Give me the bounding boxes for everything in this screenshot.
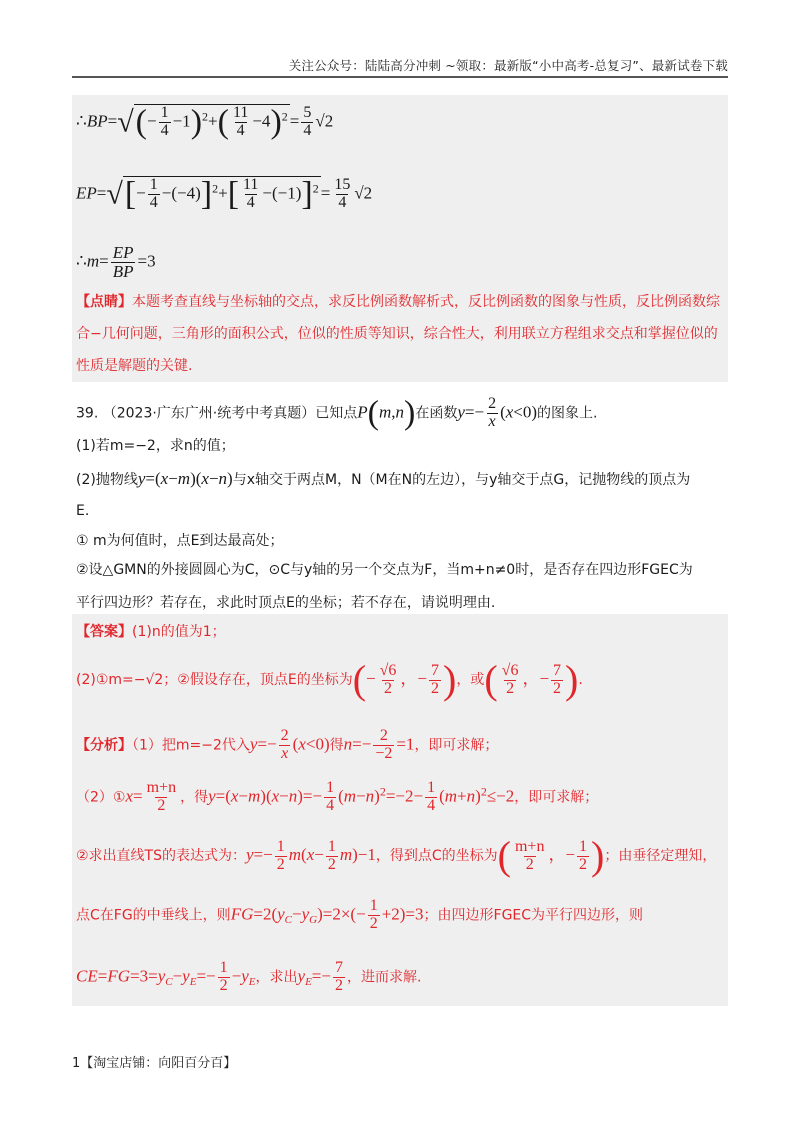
answer-tag: 【答案】: [76, 624, 132, 640]
problem-part-2: (2)抛物线y=(x−m)(x−n)与x轴交于两点M，N（M在N的左边），与y轴交于点G，记抛物线的顶点为: [76, 469, 691, 488]
answer-line-1: 【答案】(1)n的值为1；: [76, 624, 226, 640]
problem-intro: 39. （2023·广东广州·统考中考真题）已知点P(m,n)在函数y=− $\frac{2}{x}$ (x<0)的图象上.: [76, 394, 598, 432]
analysis-line-3: ②求出直线TS的表达式为：y=− $\frac{1}{2}$ m(x− $\frac{1}{2}$ m)−1，得到点C的坐标为( $\frac{m+n}{2}$ ，− $\frac{1}{2}$ )；由垂径定理知，: [76, 833, 717, 878]
analysis-line-5: $CE=FG=3=y_C-y_E=-$ $\frac{1}{2}$ $-y_E$，求出$y_E=-$ $\frac{7}{2}$ ，进而求解.: [76, 959, 422, 994]
ep-equation: EP=√[− $\frac{1}{4}$ −(−4)]$^2$+[ $\frac{11}{4}$ −(−1)]$^2$ = $\frac{15}{4}$ √2: [76, 175, 373, 213]
analysis-line-4: 点C在FG的中垂线上，则$FG=2(y_C-y_G)=2\times(-$ $\frac{1}{2}$ +2)=3；由四边形FGEC为平行四边形，则: [76, 897, 644, 932]
analysis-line-1: 【分析】（1）把m=−2代入y=− $\frac{2}{x}$ (x<0)得n=− $\frac{2}{-2}$ =1，即可求解；: [76, 727, 499, 762]
answer-line-2: (2)①m=−√2；②假设存在，顶点E的坐标为(− $\frac{√6}{2}$ ，− $\frac{7}{2}$ )，或( $\frac{√6}{2}$ ，− $\frac{7}{2}$ ).: [76, 657, 583, 702]
comment-line-3: 性质是解题的关键.: [76, 358, 193, 374]
m-equation: ∴m= $\frac{EP}{BP}$ =3: [76, 243, 156, 281]
comment-line-2: 合−几何问题，三角形的面积公式，位似的性质等知识，综合性大，利用联立方程组求交点和掌握位似的: [76, 326, 718, 342]
header-divider: [72, 76, 728, 78]
problem-part-1: (1)若m=−2，求n的值；: [76, 438, 235, 454]
problem-sub-1: ① m为何值时，点E到达最高处；: [76, 533, 284, 549]
analysis-tag: 【分析】: [76, 737, 132, 754]
page-header: 关注公众号：陆陆高分冲刺 ~领取：最新版“小中高考-总复习”、最新试卷下载: [288, 58, 728, 73]
problem-sub-2-cont: 平行四边形？若存在，求此时顶点E的坐标；若不存在，请说明理由.: [76, 595, 496, 611]
comment-tag: 【点睛】: [76, 294, 132, 310]
comment-line-1: 【点睛】本题考查直线与坐标轴的交点，求反比例函数解析式，反比例函数的图象与性质，反比例函数综: [76, 294, 720, 310]
problem-part-2-cont: E.: [76, 503, 90, 519]
problem-sub-2: ②设△GMN的外接圆圆心为C，⊙C与y轴的另一个交点为F，当m+n≠0时，是否存在四边形FGEC为: [76, 562, 693, 578]
bp-equation: ∴BP=√(− $\frac{1}{4}$ −1)$^2$+( $\frac{11}{4}$ −4)$^2$ = $\frac{5}{4}$ √2: [76, 103, 334, 141]
page-footer: 1【淘宝店铺：向阳百分百】: [72, 1056, 237, 1071]
analysis-line-2: （2）①x= $\frac{m+n}{2}$ ，得y=(x−m)(x−n)=− $\frac{1}{4}$ (m−n)2=−2− $\frac{1}{4}$ (m+n)2≤−2，即可求解；: [76, 779, 599, 814]
